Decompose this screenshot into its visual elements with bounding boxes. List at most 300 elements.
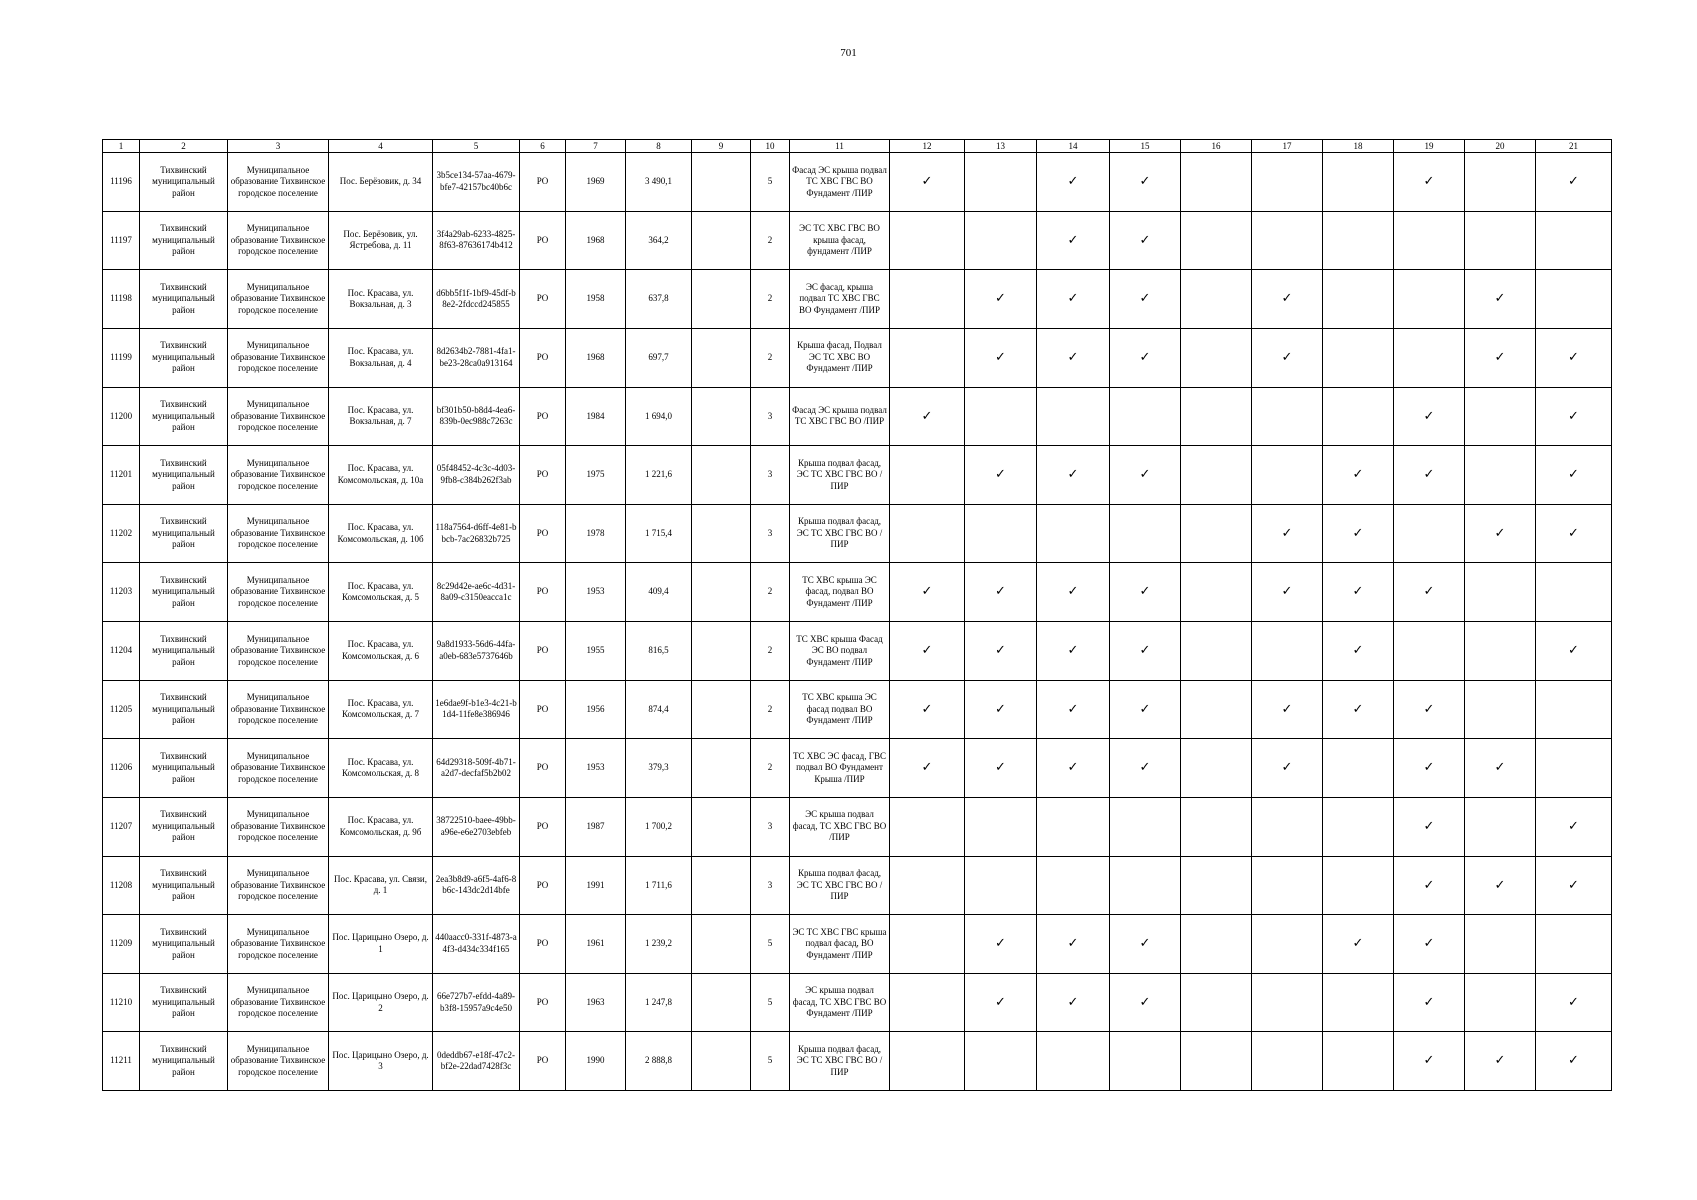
column-number-header: 11 (790, 140, 890, 153)
column-number-header: 9 (692, 140, 751, 153)
table-row (103, 856, 1612, 915)
check-mark-icon: ✓ (995, 466, 1006, 482)
check-mark-icon: ✓ (1568, 1052, 1579, 1068)
year-built-cell: 1975 (566, 446, 626, 505)
work-type-cell (1252, 973, 1323, 1032)
column-number-header: 3 (228, 140, 329, 153)
work-type-cell (1110, 739, 1181, 798)
work-type-cell (1465, 797, 1536, 856)
works-list-cell: Крыша подвал фасад, ЭС ТС ХВС ГВС ВО /ПИР (790, 856, 890, 915)
check-mark-icon: ✓ (1281, 700, 1293, 716)
check-mark-icon: ✓ (1494, 876, 1506, 892)
municipality-cell: Муниципальное образование Тихвинское городское поселение (228, 1032, 329, 1091)
check-mark-icon: ✓ (1568, 348, 1579, 364)
work-type-cell (1037, 680, 1110, 739)
check-mark-icon: ✓ (1423, 407, 1435, 423)
work-type-cell (1110, 1032, 1181, 1091)
work-type-cell (890, 1032, 965, 1091)
check-mark-icon: ✓ (921, 173, 933, 189)
work-type-cell (1536, 563, 1612, 622)
work-type-cell (965, 915, 1037, 974)
work-type-cell (965, 328, 1037, 387)
work-type-cell (1465, 915, 1536, 974)
house-code-cell: d6bb5f1f-1bf9-45df-b8e2-2fdccd245855 (433, 270, 520, 329)
work-type-cell (1252, 915, 1323, 974)
check-mark-icon: ✓ (995, 348, 1006, 364)
work-type-cell (1110, 211, 1181, 270)
house-code-cell: 3f4a29ab-6233-4825-8f63-87636174b412 (433, 211, 520, 270)
check-mark-icon: ✓ (1067, 700, 1079, 716)
work-type-cell (890, 915, 965, 974)
work-type-cell (1181, 328, 1252, 387)
work-type-cell (1037, 856, 1110, 915)
work-type-cell (1037, 797, 1110, 856)
house-code-cell: bf301b50-b8d4-4ea6-839b-0ec988c7263c (433, 387, 520, 446)
work-type-cell (1394, 153, 1465, 212)
work-type-cell (1465, 270, 1536, 329)
area-cell: 1 239,2 (626, 915, 692, 974)
floors-cell: 3 (751, 387, 790, 446)
ownership-cell: РО (520, 915, 566, 974)
check-mark-icon: ✓ (995, 935, 1006, 951)
floors-cell: 3 (751, 504, 790, 563)
work-type-cell (1252, 1032, 1323, 1091)
check-mark-icon: ✓ (921, 642, 933, 658)
address-cell: Пос. Красава, ул. Комсомольская, д. 9б (329, 797, 433, 856)
work-type-cell (1181, 680, 1252, 739)
house-code-cell: 0deddb67-e18f-47c2-bf2e-22dad7428f3c (433, 1032, 520, 1091)
work-type-cell (1465, 739, 1536, 798)
registry-table (102, 139, 1612, 1091)
floors-cell: 3 (751, 797, 790, 856)
check-mark-icon: ✓ (995, 290, 1006, 306)
work-type-cell (1037, 563, 1110, 622)
work-type-cell (1110, 270, 1181, 329)
work-type-cell (890, 680, 965, 739)
municipality-cell: Муниципальное образование Тихвинское городское поселение (228, 739, 329, 798)
column-number-header: 17 (1252, 140, 1323, 153)
check-mark-icon: ✓ (1352, 466, 1364, 482)
ownership-cell: РО (520, 680, 566, 739)
check-mark-icon: ✓ (1423, 173, 1435, 189)
check-mark-icon: ✓ (1139, 583, 1151, 599)
check-mark-icon: ✓ (1423, 759, 1435, 775)
column-9-cell (692, 211, 751, 270)
table-body (103, 153, 1612, 1091)
column-number-header: 8 (626, 140, 692, 153)
check-mark-icon: ✓ (1067, 935, 1079, 951)
check-mark-icon: ✓ (1568, 466, 1579, 482)
work-type-cell (1465, 387, 1536, 446)
column-number-header: 19 (1394, 140, 1465, 153)
ownership-cell: РО (520, 153, 566, 212)
year-built-cell: 1963 (566, 973, 626, 1032)
address-cell: Пос. Красава, ул. Комсомольская, д. 5 (329, 563, 433, 622)
work-type-cell (890, 504, 965, 563)
work-type-cell (1394, 856, 1465, 915)
page-number: 701 (840, 47, 857, 59)
address-cell: Пос. Царицыно Озеро, д. 3 (329, 1032, 433, 1091)
check-mark-icon: ✓ (1139, 759, 1151, 775)
municipality-cell: Муниципальное образование Тихвинское городское поселение (228, 797, 329, 856)
works-list-cell: ТС ХВС крыша ЭС фасад, подвал ВО Фундамент /ПИР (790, 563, 890, 622)
check-mark-icon: ✓ (1568, 642, 1579, 658)
column-9-cell (692, 504, 751, 563)
ownership-cell: РО (520, 211, 566, 270)
work-type-cell (1465, 504, 1536, 563)
area-cell: 874,4 (626, 680, 692, 739)
work-type-cell (1465, 153, 1536, 212)
district-cell: Тихвинский муниципальный район (140, 563, 228, 622)
municipality-cell: Муниципальное образование Тихвинское городское поселение (228, 973, 329, 1032)
work-type-cell (1536, 387, 1612, 446)
work-type-cell (1323, 563, 1394, 622)
table-row (103, 270, 1612, 329)
work-type-cell (1110, 563, 1181, 622)
district-cell: Тихвинский муниципальный район (140, 211, 228, 270)
work-type-cell (890, 563, 965, 622)
area-cell: 364,2 (626, 211, 692, 270)
year-built-cell: 1969 (566, 153, 626, 212)
works-list-cell: Крыша подвал фасад, ЭС ТС ХВС ГВС ВО /ПИР (790, 1032, 890, 1091)
table-row (103, 622, 1612, 681)
check-mark-icon: ✓ (1281, 759, 1293, 775)
work-type-cell (1037, 739, 1110, 798)
work-type-cell (890, 270, 965, 329)
work-type-cell (1323, 622, 1394, 681)
address-cell: Пос. Красава, ул. Комсомольская, д. 8 (329, 739, 433, 798)
table-row (103, 328, 1612, 387)
floors-cell: 2 (751, 739, 790, 798)
check-mark-icon: ✓ (1352, 524, 1364, 540)
work-type-cell (1323, 270, 1394, 329)
column-number-row (103, 140, 1612, 153)
district-cell: Тихвинский муниципальный район (140, 680, 228, 739)
check-mark-icon: ✓ (1067, 348, 1079, 364)
row-number-cell: 11207 (103, 797, 140, 856)
work-type-cell (1181, 211, 1252, 270)
work-type-cell (1323, 153, 1394, 212)
column-9-cell (692, 856, 751, 915)
column-9-cell (692, 153, 751, 212)
work-type-cell (965, 622, 1037, 681)
ownership-cell: РО (520, 270, 566, 329)
column-9-cell (692, 622, 751, 681)
municipality-cell: Муниципальное образование Тихвинское городское поселение (228, 270, 329, 329)
work-type-cell (1465, 446, 1536, 505)
row-number-cell: 11208 (103, 856, 140, 915)
area-cell: 379,3 (626, 739, 692, 798)
work-type-cell (890, 328, 965, 387)
check-mark-icon: ✓ (1423, 1052, 1435, 1068)
check-mark-icon: ✓ (1139, 935, 1151, 951)
area-cell: 637,8 (626, 270, 692, 329)
check-mark-icon: ✓ (1281, 290, 1293, 306)
check-mark-icon: ✓ (1494, 290, 1506, 306)
address-cell: Пос. Красава, ул. Комсомольская, д. 7 (329, 680, 433, 739)
work-type-cell (1181, 856, 1252, 915)
work-type-cell (1536, 504, 1612, 563)
work-type-cell (1323, 328, 1394, 387)
work-type-cell (1037, 1032, 1110, 1091)
work-type-cell (1181, 622, 1252, 681)
address-cell: Пос. Красава, ул. Комсомольская, д. 6 (329, 622, 433, 681)
address-cell: Пос. Царицыно Озеро, д. 1 (329, 915, 433, 974)
work-type-cell (1536, 915, 1612, 974)
work-type-cell (1181, 504, 1252, 563)
work-type-cell (1394, 387, 1465, 446)
check-mark-icon: ✓ (1067, 583, 1079, 599)
column-9-cell (692, 680, 751, 739)
work-type-cell (1252, 797, 1323, 856)
work-type-cell (890, 446, 965, 505)
address-cell: Пос. Царицыно Озеро, д. 2 (329, 973, 433, 1032)
work-type-cell (1394, 446, 1465, 505)
year-built-cell: 1953 (566, 563, 626, 622)
ownership-cell: РО (520, 446, 566, 505)
table-row (103, 446, 1612, 505)
work-type-cell (1394, 622, 1465, 681)
municipality-cell: Муниципальное образование Тихвинское городское поселение (228, 856, 329, 915)
house-code-cell: 64d29318-509f-4b71-a2d7-decfaf5b2b02 (433, 739, 520, 798)
check-mark-icon: ✓ (1352, 642, 1364, 658)
work-type-cell (1110, 504, 1181, 563)
work-type-cell (1394, 915, 1465, 974)
works-list-cell: ТС ХВС крыша ЭС фасад подвал ВО Фундамент /ПИР (790, 680, 890, 739)
floors-cell: 5 (751, 153, 790, 212)
work-type-cell (1110, 153, 1181, 212)
work-type-cell (1394, 328, 1465, 387)
municipality-cell: Муниципальное образование Тихвинское городское поселение (228, 622, 329, 681)
work-type-cell (1394, 797, 1465, 856)
work-type-cell (1536, 797, 1612, 856)
house-code-cell: 1e6dae9f-b1e3-4c21-b1d4-11fe8e386946 (433, 680, 520, 739)
year-built-cell: 1968 (566, 328, 626, 387)
row-number-cell: 11202 (103, 504, 140, 563)
work-type-cell (1110, 797, 1181, 856)
column-9-cell (692, 387, 751, 446)
work-type-cell (1323, 797, 1394, 856)
check-mark-icon: ✓ (1067, 993, 1079, 1009)
work-type-cell (1465, 328, 1536, 387)
work-type-cell (965, 856, 1037, 915)
work-type-cell (1110, 328, 1181, 387)
check-mark-icon: ✓ (1139, 173, 1151, 189)
check-mark-icon: ✓ (1067, 290, 1079, 306)
work-type-cell (1465, 856, 1536, 915)
municipality-cell: Муниципальное образование Тихвинское городское поселение (228, 504, 329, 563)
address-cell: Пос. Красава, ул. Связи, д. 1 (329, 856, 433, 915)
year-built-cell: 1991 (566, 856, 626, 915)
check-mark-icon: ✓ (1139, 700, 1151, 716)
table-row (103, 153, 1612, 212)
table-row (103, 680, 1612, 739)
municipality-cell: Муниципальное образование Тихвинское городское поселение (228, 915, 329, 974)
work-type-cell (1465, 973, 1536, 1032)
column-9-cell (692, 797, 751, 856)
year-built-cell: 1978 (566, 504, 626, 563)
floors-cell: 5 (751, 973, 790, 1032)
work-type-cell (1110, 680, 1181, 739)
work-type-cell (1394, 211, 1465, 270)
column-9-cell (692, 973, 751, 1032)
check-mark-icon: ✓ (1568, 524, 1579, 540)
table-row (103, 973, 1612, 1032)
ownership-cell: РО (520, 387, 566, 446)
column-number-header: 18 (1323, 140, 1394, 153)
work-type-cell (1536, 739, 1612, 798)
check-mark-icon: ✓ (1568, 173, 1579, 189)
floors-cell: 5 (751, 1032, 790, 1091)
year-built-cell: 1961 (566, 915, 626, 974)
work-type-cell (890, 797, 965, 856)
column-9-cell (692, 270, 751, 329)
work-type-cell (1323, 1032, 1394, 1091)
check-mark-icon: ✓ (1139, 231, 1151, 247)
work-type-cell (1536, 1032, 1612, 1091)
table-row (103, 387, 1612, 446)
check-mark-icon: ✓ (1067, 173, 1079, 189)
column-9-cell (692, 915, 751, 974)
works-list-cell: ЭС фасад, крыша подвал ТС ХВС ГВС ВО Фундамент /ПИР (790, 270, 890, 329)
work-type-cell (1181, 797, 1252, 856)
work-type-cell (1323, 739, 1394, 798)
floors-cell: 2 (751, 563, 790, 622)
work-type-cell (1110, 387, 1181, 446)
work-type-cell (1037, 504, 1110, 563)
check-mark-icon: ✓ (1423, 583, 1435, 599)
column-number-header: 2 (140, 140, 228, 153)
year-built-cell: 1990 (566, 1032, 626, 1091)
work-type-cell (1536, 680, 1612, 739)
work-type-cell (1536, 211, 1612, 270)
check-mark-icon: ✓ (1352, 583, 1364, 599)
work-type-cell (1252, 563, 1323, 622)
check-mark-icon: ✓ (1067, 642, 1079, 658)
work-type-cell (1536, 622, 1612, 681)
column-9-cell (692, 739, 751, 798)
check-mark-icon: ✓ (921, 583, 933, 599)
work-type-cell (965, 270, 1037, 329)
row-number-cell: 11209 (103, 915, 140, 974)
address-cell: Пос. Красава, ул. Вокзальная, д. 7 (329, 387, 433, 446)
district-cell: Тихвинский муниципальный район (140, 504, 228, 563)
work-type-cell (1181, 739, 1252, 798)
work-type-cell (1323, 446, 1394, 505)
work-type-cell (1536, 153, 1612, 212)
area-cell: 409,4 (626, 563, 692, 622)
ownership-cell: РО (520, 563, 566, 622)
work-type-cell (1394, 739, 1465, 798)
works-list-cell: ТС ХВС ЭС фасад, ГВС подвал ВО Фундамент Крыша /ПИР (790, 739, 890, 798)
year-built-cell: 1987 (566, 797, 626, 856)
row-number-cell: 11199 (103, 328, 140, 387)
row-number-cell: 11204 (103, 622, 140, 681)
district-cell: Тихвинский муниципальный район (140, 973, 228, 1032)
year-built-cell: 1955 (566, 622, 626, 681)
works-list-cell: Крыша подвал фасад, ЭС ТС ХВС ГВС ВО /ПИР (790, 504, 890, 563)
work-type-cell (1037, 270, 1110, 329)
work-type-cell (1037, 387, 1110, 446)
check-mark-icon: ✓ (1568, 817, 1579, 833)
work-type-cell (965, 797, 1037, 856)
work-type-cell (965, 504, 1037, 563)
work-type-cell (890, 153, 965, 212)
district-cell: Тихвинский муниципальный район (140, 328, 228, 387)
row-number-cell: 11210 (103, 973, 140, 1032)
work-type-cell (1252, 622, 1323, 681)
ownership-cell: РО (520, 504, 566, 563)
check-mark-icon: ✓ (1352, 700, 1364, 716)
work-type-cell (1394, 973, 1465, 1032)
table-row (103, 1032, 1612, 1091)
check-mark-icon: ✓ (995, 700, 1006, 716)
work-type-cell (1536, 856, 1612, 915)
work-type-cell (965, 680, 1037, 739)
house-code-cell: 9a8d1933-56d6-44fa-a0eb-683e5737646b (433, 622, 520, 681)
column-number-header: 12 (890, 140, 965, 153)
row-number-cell: 11211 (103, 1032, 140, 1091)
column-number-header: 1 (103, 140, 140, 153)
column-number-header: 16 (1181, 140, 1252, 153)
house-code-cell: 8d2634b2-7881-4fa1-be23-28ca0a913164 (433, 328, 520, 387)
column-9-cell (692, 563, 751, 622)
check-mark-icon: ✓ (1139, 466, 1151, 482)
check-mark-icon: ✓ (1423, 466, 1435, 482)
work-type-cell (965, 739, 1037, 798)
work-type-cell (1394, 563, 1465, 622)
work-type-cell (1536, 973, 1612, 1032)
area-cell: 697,7 (626, 328, 692, 387)
check-mark-icon: ✓ (995, 642, 1006, 658)
column-number-header: 21 (1536, 140, 1612, 153)
column-number-header: 15 (1110, 140, 1181, 153)
district-cell: Тихвинский муниципальный район (140, 270, 228, 329)
work-type-cell (1252, 680, 1323, 739)
work-type-cell (1181, 973, 1252, 1032)
column-number-header: 7 (566, 140, 626, 153)
works-list-cell: ЭС ТС ХВС ГВС ВО крыша фасад, фундамент /ПИР (790, 211, 890, 270)
address-cell: Пос. Красава, ул. Комсомольская, д. 10а (329, 446, 433, 505)
works-list-cell: Крыша фасад, Подвал ЭС ТС ХВС ВО Фундамент /ПИР (790, 328, 890, 387)
check-mark-icon: ✓ (1067, 466, 1079, 482)
year-built-cell: 1984 (566, 387, 626, 446)
row-number-cell: 11200 (103, 387, 140, 446)
floors-cell: 5 (751, 915, 790, 974)
check-mark-icon: ✓ (1067, 759, 1079, 775)
house-code-cell: 8c29d42e-ae6c-4d31-8a09-c3150eacca1c (433, 563, 520, 622)
work-type-cell (1465, 211, 1536, 270)
check-mark-icon: ✓ (921, 407, 933, 423)
floors-cell: 3 (751, 856, 790, 915)
work-type-cell (1394, 1032, 1465, 1091)
work-type-cell (1181, 1032, 1252, 1091)
area-cell: 1 247,8 (626, 973, 692, 1032)
house-code-cell: 2ea3b8d9-a6f5-4af6-8b6c-143dc2d14bfe (433, 856, 520, 915)
check-mark-icon: ✓ (1139, 290, 1151, 306)
work-type-cell (965, 387, 1037, 446)
column-number-header: 20 (1465, 140, 1536, 153)
table-row (103, 211, 1612, 270)
house-code-cell: 38722510-baee-49bb-a96e-e6e2703ebfeb (433, 797, 520, 856)
address-cell: Пос. Красава, ул. Вокзальная, д. 4 (329, 328, 433, 387)
work-type-cell (1037, 622, 1110, 681)
work-type-cell (1394, 504, 1465, 563)
district-cell: Тихвинский муниципальный район (140, 1032, 228, 1091)
works-list-cell: Крыша подвал фасад, ЭС ТС ХВС ГВС ВО /ПИР (790, 446, 890, 505)
house-code-cell: 3b5ce134-57aa-4679-bfe7-42157bc40b6c (433, 153, 520, 212)
work-type-cell (890, 739, 965, 798)
